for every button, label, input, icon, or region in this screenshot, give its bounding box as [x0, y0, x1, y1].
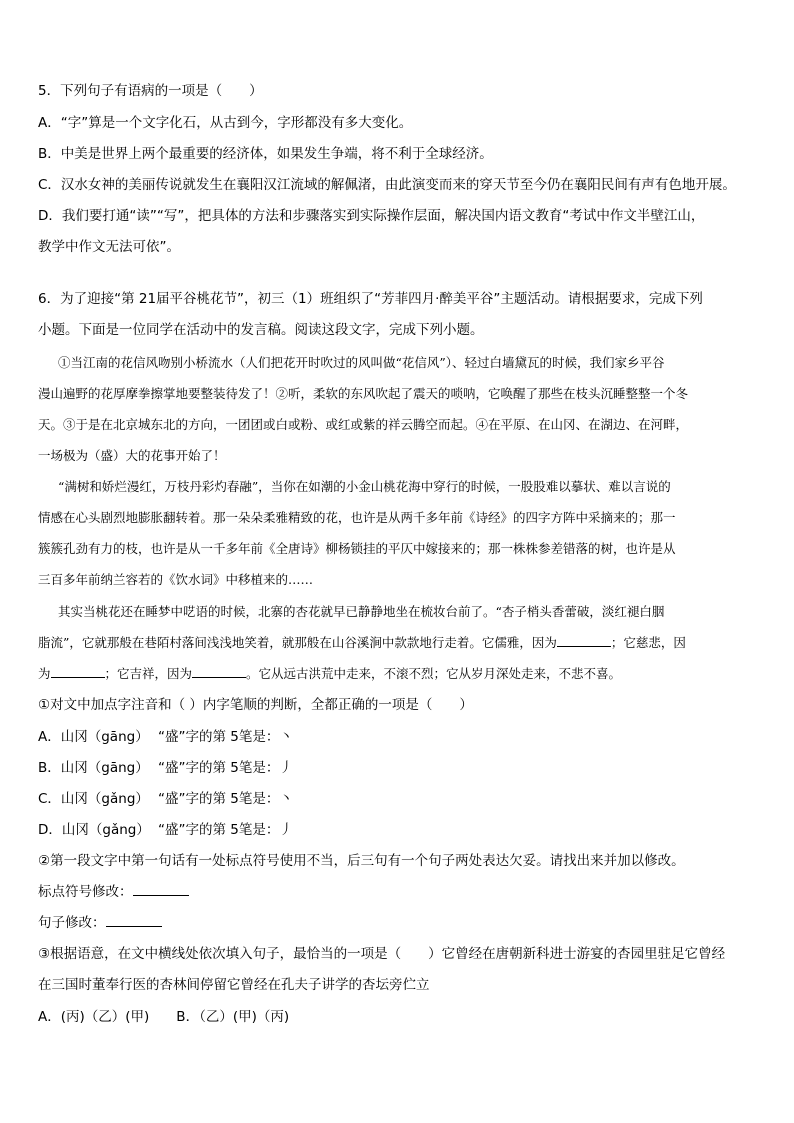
passage-p2-line4: 三百多年前纳兰容若的《饮水词》中移植来的……: [38, 572, 314, 587]
sub2-punct-answer: [38, 886, 189, 900]
fill-blank-2[interactable]: [51, 676, 105, 678]
sub1-option-b: [38, 762, 293, 776]
sub2-sentence-label: 句子修改：: [38, 915, 106, 931]
sub2-sentence-answer: [38, 917, 162, 931]
q5-stem: 5．下列句子有语病的一项是（ ）: [38, 83, 263, 99]
sub1-option-c-text: “盛”字的第 5笔是：丶: [158, 791, 293, 807]
sub3-options: A．(丙)（乙）(甲) B．（乙）(甲)（丙): [38, 1009, 290, 1025]
passage-p1-line3: 天。③于是在北京城东北的方向，一团团或白或粉、或红或紫的祥云腾空而起。④在平原、在山冈、在湖边、在河畔，: [38, 417, 689, 432]
q5-option-c: C．汉水女神的美丽传说就发生在襄阳汉江流域的解佩渚，由此演变而来的穿天节至今仍在襄阳民间有声有色地开展。: [38, 177, 736, 193]
q5-option-b: B．中美是世界上两个最重要的经济体，如果发生争端，将不利于全球经济。: [38, 146, 493, 162]
passage-p3-line2: [38, 637, 756, 650]
fill-blank-1[interactable]: [557, 645, 611, 647]
passage-p2-line1: “满树和娇烂漫红，万枝丹彩灼春融”，当你在如潮的小金山桃花海中穿行的时候，一股股难以摹状、难以言说的: [58, 479, 671, 494]
sub1-option-c-label: C．山冈（gǎng）: [38, 791, 149, 807]
q5-option-d-line2: 教学中作文无法可依”。: [38, 239, 180, 255]
sub1-option-d-text: “盛”字的第 5笔是：丿: [158, 822, 293, 838]
passage-p1-line1: ①当江南的花信风吻别小桥流水（人们把花开时吹过的风叫做“花信风”）、轻过白墙黛瓦的时候，我们家乡平谷: [58, 355, 665, 370]
passage-p2-line3: 簇簇孔劲有力的枝，也许是从一千多年前《全唐诗》柳杨锁挂的平仄中嫁接来的；那一株株参差错落的树，也许是从: [38, 541, 676, 556]
sub1-option-b-label: B．山冈（gāng）: [38, 760, 149, 776]
passage-p3-line1: 其实当桃花还在睡梦中呓语的时候，北寨的杏花就早已静静地坐在梳妆台前了。“杏子梢头香蕾破，淡红褪白胭: [58, 604, 665, 619]
passage-p3-line2-text: 脂流”，它就那般在巷陌村落间浅浅地笑着，就那般在山谷溪涧中款款地行走着。它儒雅，因为: [38, 635, 557, 650]
passage-p1-line2: 漫山遍野的花厚摩拳擦掌地要整装待发了！②听，柔软的东风吹起了震天的唢呐，它唤醒了那些在枝头沉睡整整一个冬: [38, 386, 689, 401]
passage-p3-line3-mid: ；它吉祥，因为: [104, 666, 193, 681]
sub1-option-c: [38, 793, 293, 807]
q6-stem-line1: 6．为了迎接“第 21届平谷桃花节”，初三（1）班组织了“芳菲四月·醉美平谷”主题活动。请根据要求，完成下列: [38, 291, 703, 307]
sub1-option-a: [38, 731, 293, 745]
sub1-option-a-label: A．山冈（gāng）: [38, 729, 149, 745]
sub1-option-a-text: “盛”字的第 5笔是：丶: [158, 729, 293, 745]
sub1-option-d: [38, 824, 293, 838]
sub1-option-b-text: “盛”字的第 5笔是：丿: [158, 760, 293, 776]
q5-option-d-line1: D．我们要打通“读”“写”，把具体的方法和步骤落实到实际操作层面，解决国内语文教育“考试中作文半壁江山，: [38, 208, 705, 224]
passage-p3-line3-tail: 。它从远古洪荒中走来，不滚不烈；它从岁月深处走来，不悲不喜。: [246, 666, 622, 681]
q6-stem-line2: 小题。下面是一位同学在活动中的发言稿。阅读这段文字，完成下列小题。: [38, 322, 484, 338]
passage-p3-line3: [38, 668, 756, 681]
q5-option-a: A．“字”算是一个文字化石，从古到今，字形都没有多大变化。: [38, 115, 413, 131]
sub1-option-d-label: D．山冈（gǎng）: [38, 822, 150, 838]
punct-answer-blank[interactable]: [133, 894, 189, 896]
fill-blank-3[interactable]: [192, 676, 246, 678]
sub3-stem-line1: ③根据语意，在文中横线处依次填入句子，最恰当的一项是（ ）它曾经在唐朝新科进士游宴的杏园里驻足它曾经: [38, 946, 726, 962]
passage-p3-line2-tail: ；它慈悲，因: [610, 635, 686, 650]
sub3-stem-line2: 在三国时董奉行医的杏林间停留它曾经在孔夫子讲学的杏坛旁伫立: [38, 977, 430, 993]
passage-p1-line4: 一场极为（盛）大的花事开始了！: [38, 448, 226, 463]
sub2-stem: ②第一段文字中第一句话有一处标点符号使用不当，后三句有一个句子两处表达欠妥。请找出来并加以修改。: [38, 853, 685, 869]
sub1-stem: ①对文中加点字注音和（ ）内字笔顺的判断，全都正确的一项是（ ）: [38, 697, 473, 713]
passage-p2-line2: 情感在心头剧烈地膨胀翻转着。那一朵朵柔雅精致的花，也许是从两千多年前《诗经》的四字方阵中采摘来的；那一: [38, 510, 676, 525]
passage-p3-line3-head: 为: [38, 666, 51, 681]
sentence-answer-blank[interactable]: [106, 925, 162, 927]
sub2-punct-label: 标点符号修改：: [38, 884, 133, 900]
